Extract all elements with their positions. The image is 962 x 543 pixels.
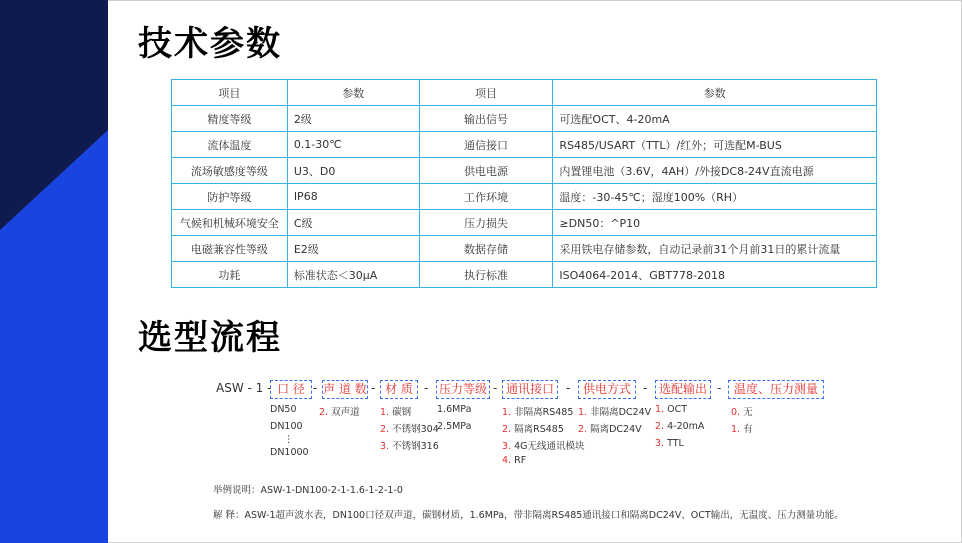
option-number: 3. [655,438,665,449]
power-option [578,421,642,435]
table-cell: U3、D0 [287,158,419,184]
option-text: 无 [743,407,753,418]
explanation-note: 解 释：ASW-1超声波水表，DN100口径双声道，碳钢材质，1.6MPa，带非隔离RS485通讯接口和隔离DC24V、OCT输出，无温度、压力测量功能。 [213,510,844,521]
table-cell: 可选配OCT、4-20mA [553,106,877,132]
example-note: 举例说明：ASW-1-DN100-2-1-1.6-1-2-1-0 [213,485,403,496]
segment-output: 选配输出 [655,380,711,399]
comm-option [502,421,564,435]
table-header-cell: 项目 [172,80,288,106]
table-header-cell: 参数 [553,80,877,106]
table-cell: E2级 [287,236,419,262]
option-number: 2. [380,424,390,435]
segment-caliber: 口 径 [270,380,312,399]
table-row [172,158,877,184]
table-cell: 防护等级 [172,184,288,210]
option-number: 3. [380,441,390,452]
option-text: 双声道 [331,407,360,418]
separator: - [313,381,318,395]
model-prefix: ASW - 1 - [216,381,272,395]
separator: - [493,381,498,395]
table-cell: IP68 [287,184,419,210]
spec-table [171,79,877,288]
option-text: 碳钢 [392,407,412,418]
table-header-cell: 参数 [287,80,419,106]
table-cell: 通信接口 [419,132,553,158]
table-cell: 执行标准 [419,262,553,288]
table-cell: C级 [287,210,419,236]
option-number: 4. [502,455,512,466]
option-text: 4G无线通讯模块 [514,441,585,452]
table-cell: 气候和机械环境安全 [172,210,288,236]
option-number: 1. [380,407,390,418]
heading-tech-params: 技术参数 [138,24,282,64]
comm-option [502,404,573,418]
option-number: 1. [502,407,512,418]
table-cell: 数据存储 [419,236,553,262]
table-row [172,184,877,210]
option-text: 有 [743,424,753,435]
heading-selection-flow: 选型流程 [138,318,282,358]
separator: - [717,381,722,395]
segment-pressure: 压力等级 [436,380,490,399]
segment-temp-pressure: 温度、压力测量 [728,380,824,399]
table-cell: 电磁兼容性等级 [172,236,288,262]
table-cell: 输出信号 [419,106,553,132]
table-cell: 供电电源 [419,158,553,184]
table-cell: 功耗 [172,262,288,288]
table-cell: ≥DN50：^P10 [553,210,877,236]
option-number: 1. [578,407,588,418]
option-text: 4-20mA [667,421,705,432]
table-cell: 采用铁电存储参数，自动记录前31个月前31日的累计流量 [553,236,877,262]
material-option [380,421,439,435]
table-cell: 压力损失 [419,210,553,236]
separator: - [371,381,376,395]
table-cell: 工作环境 [419,184,553,210]
option-number: 2. [502,424,512,435]
table-row [172,262,877,288]
channel-option [319,404,360,418]
table-row [172,210,877,236]
table-row [172,236,877,262]
segment-material: 材 质 [380,380,418,399]
option-number: 2. [578,424,588,435]
material-option [380,438,439,452]
option-number: 1. [731,424,741,435]
option-text: 非隔离DC24V [590,407,652,418]
segment-channels: 声 道 数 [322,380,368,399]
table-cell: 标准状态＜30μA [287,262,419,288]
table-cell: 流场敏感度等级 [172,158,288,184]
caliber-ellipsis: ⋮ [284,434,294,445]
table-cell: 0.1-30℃ [287,132,419,158]
option-number: 1. [655,404,665,415]
caliber-option: DN1000 [270,447,309,458]
pressure-option: 2.5MPa [437,421,472,432]
pressure-option: 1.6MPa [437,404,472,415]
option-number: 0. [731,407,741,418]
option-text: 非隔离RS485 [514,407,574,418]
option-text: 隔离RS485 [514,424,564,435]
caliber-option: DN50 [270,404,297,415]
option-text: TTL [667,438,684,449]
segment-power: 供电方式 [578,380,636,399]
comm-option [502,438,585,452]
material-option [380,404,411,418]
temp-option [731,404,753,418]
table-cell: RS485/USART（TTL）/红外；可选配M-BUS [553,132,877,158]
caliber-option: DN100 [270,421,303,432]
separator: - [566,381,571,395]
table-cell: 精度等级 [172,106,288,132]
table-cell: ISO4064-2014、GBT778-2018 [553,262,877,288]
table-cell: 内置锂电池（3.6V，4AH）/外接DC8-24V直流电源 [553,158,877,184]
option-number: 2. [319,407,329,418]
table-header-cell: 项目 [419,80,553,106]
option-text: 隔离DC24V [590,424,642,435]
segment-comm: 通讯接口 [502,380,558,399]
comm-option [502,455,526,466]
table-row [172,132,877,158]
option-text: RF [514,455,527,466]
option-text: OCT [667,404,688,415]
option-text: 不锈钢316 [392,441,439,452]
separator: - [424,381,429,395]
option-number: 3. [502,441,512,452]
output-option [655,438,684,449]
output-option [655,421,704,432]
table-cell: 2级 [287,106,419,132]
table-cell: 温度：-30-45℃；湿度100%（RH） [553,184,877,210]
temp-option [731,421,753,435]
table-cell: 流体温度 [172,132,288,158]
output-option [655,404,687,415]
option-number: 2. [655,421,665,432]
table-header-row [172,80,877,106]
option-text: 不锈钢304 [392,424,439,435]
separator: - [643,381,648,395]
power-option [578,404,651,418]
table-row [172,106,877,132]
